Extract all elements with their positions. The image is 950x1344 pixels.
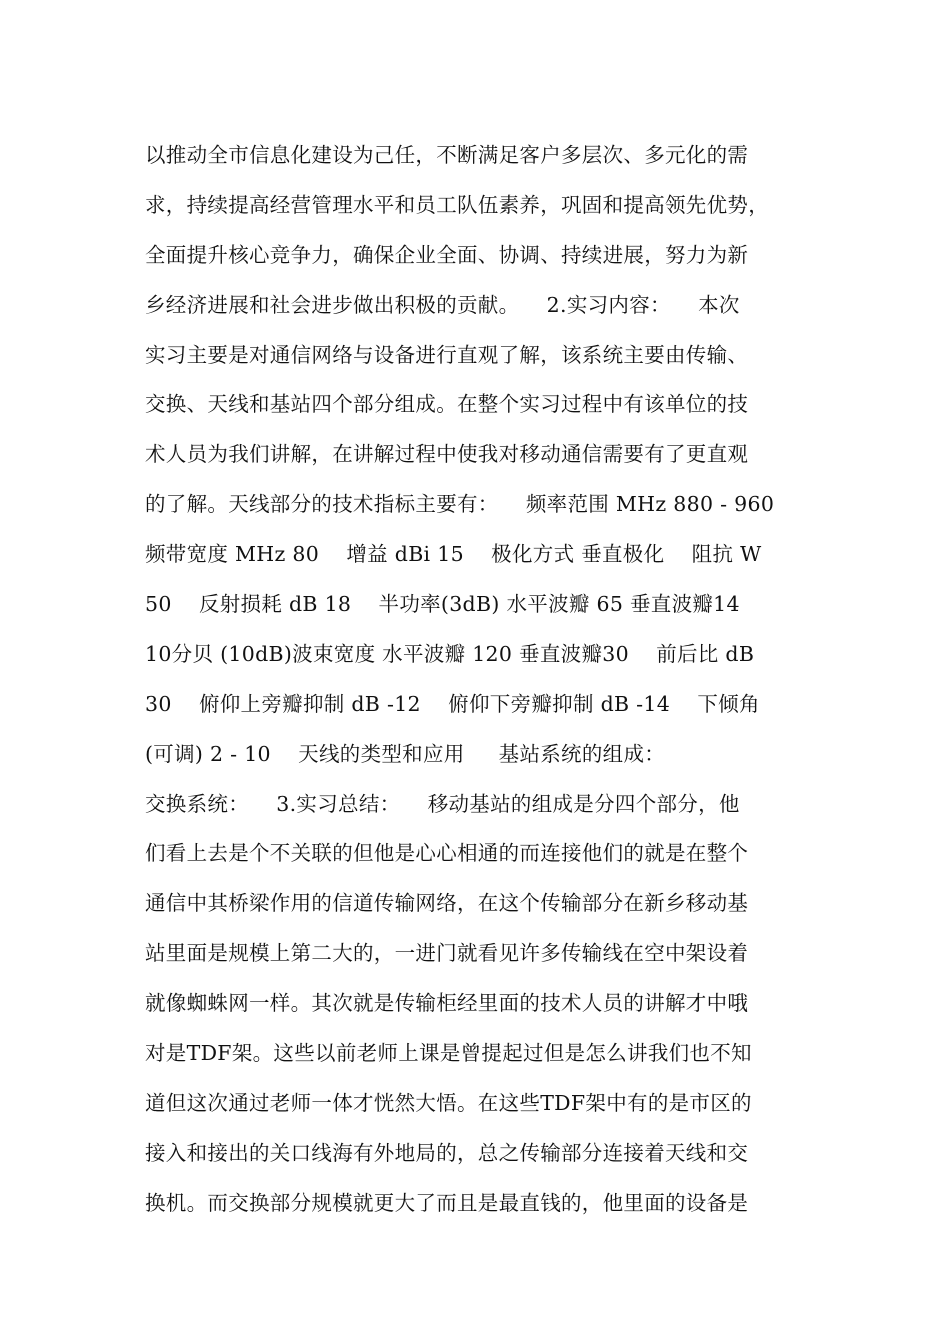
text-line: 站里面是规模上第二大的，一进门就看见许多传输线在空中架设着 (145, 941, 749, 966)
text-line: 就像蜘蛛网一样。其次就是传输柜经里面的技术人员的讲解才中哦 (145, 991, 749, 1016)
text-line: 道但这次通过老师一体才恍然大悟。在这些TDF架中有的是市区的 (145, 1090, 752, 1115)
text-line: 频带宽度 MHz 80 增益 dBi 15 极化方式 垂直极化 阻抗 W (145, 542, 762, 567)
text-line: 全面提升核心竞争力，确保企业全面、协调、持续进展，努力为新 (145, 242, 749, 267)
text-line: 求，持续提高经营管理水平和员工队伍素养，巩固和提高领先优势， (145, 192, 769, 217)
text-line: 术人员为我们讲解，在讲解过程中使我对移动通信需要有了更直观 (145, 442, 749, 467)
text-line: 交换、天线和基站四个部分组成。在整个实习过程中有该单位的技 (145, 392, 749, 417)
text-line: 50 反射损耗 dB 18 半功率(3dB) 水平波瓣 65 垂直波瓣14 (145, 592, 740, 617)
body-text (145, 131, 815, 1229)
text-line: (可调) 2 - 10 天线的类型和应用 基站系统的组成： (145, 741, 666, 766)
text-line: 乡经济进展和社会进步做出积极的贡献。 2.实习内容： 本次 (145, 292, 740, 317)
text-line: 的了解。天线部分的技术指标主要有： 频率范围 MHz 880 - 960 (145, 492, 775, 517)
text-line: 们看上去是个不关联的但他是心心相通的而连接他们的就是在整个 (145, 841, 749, 866)
text-line: 30 俯仰上旁瓣抑制 dB -12 俯仰下旁瓣抑制 dB -14 下倾角 (145, 691, 760, 716)
text-line: 10分贝 (10dB)波束宽度 水平波瓣 120 垂直波瓣30 前后比 dB (145, 641, 755, 666)
text-line: 以推动全市信息化建设为己任，不断满足客户多层次、多元化的需 (145, 143, 749, 167)
text-line: 接入和接出的关口线海有外地局的，总之传输部分连接着天线和交 (145, 1140, 749, 1165)
text-line: 换机。而交换部分规模就更大了而且是最直钱的，他里面的设备是 (145, 1190, 749, 1215)
text-line: 通信中其桥梁作用的信道传输网络，在这个传输部分在新乡移动基 (145, 891, 749, 916)
text-line: 交换系统： 3.实习总结： 移动基站的组成是分四个部分，他 (145, 791, 740, 816)
text-line: 对是TDF架。这些以前老师上课是曾提起过但是怎么讲我们也不知 (145, 1041, 752, 1066)
text-line: 实习主要是对通信网络与设备进行直观了解，该系统主要由传输、 (145, 342, 749, 367)
